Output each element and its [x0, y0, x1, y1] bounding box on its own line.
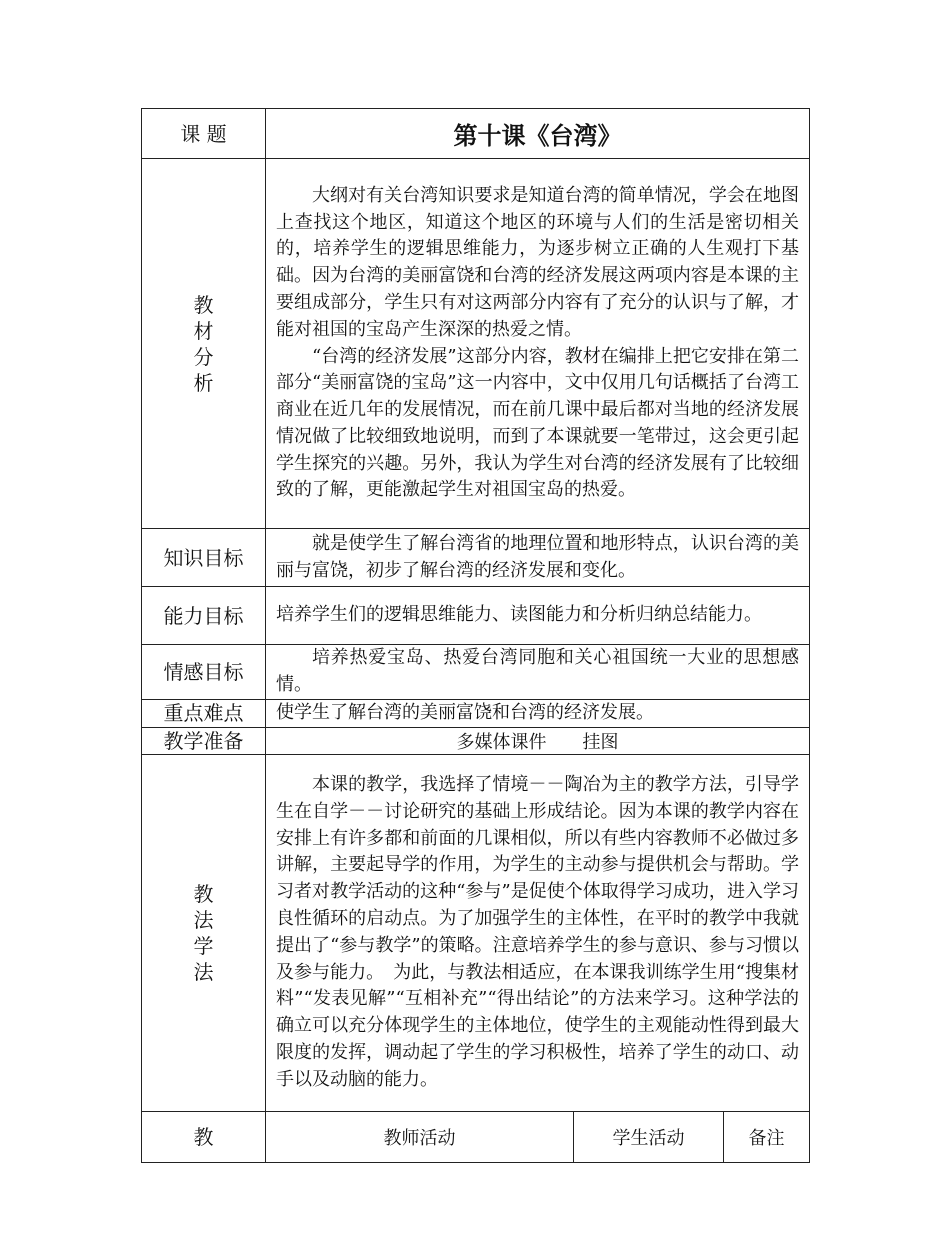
student-activity-header: 学生活动 — [574, 1111, 724, 1162]
row-knowledge-goal — [142, 529, 810, 587]
preparation-label: 教学准备 — [142, 727, 266, 754]
knowledge-goal-text: 就是使学生了解台湾省的地理位置和地形特点，认识台湾的美丽与富饶，初步了解台湾的经济发展和变化。 — [266, 529, 810, 587]
topic-label: 课 题 — [142, 109, 266, 159]
material-paragraph: “台湾的经济发展”这部分内容，教材在编排上把它安排在第二部分“美丽富饶的宝岛”这一内容中，文中仅用几句话概括了台湾工商业在近几年的发展情况，而在前几课中最后都对当地的经济发展情况做了比较细致地说明，而到了本课就要一笔带过，这会更引起学生探究的兴趣。另外，我认为学生对台湾的经济发展有了比较细致的了解，更能激起学生对祖国宝岛的热爱。 — [276, 345, 800, 501]
notes-header: 备注 — [724, 1111, 810, 1162]
methods-text: 本课的教学，我选择了情境－－陶冶为主的教学方法，引导学生在自学－－讨论研究的基础上形成结论。因为本课的教学内容在安排上有许多都和前面的几课相似，所以有些内容教师不必做过多讲解，主要起导学的作用，为学生的主动参与提供机会与帮助。学习者对教学活动的这种“参与”是促使个体取得学习成功，进入学习良性循环的启动点。为了加强学生的主体性，在平时的教学中我就提出了“参与教学”的策略。注意培养学生的参与意识、参与习惯以及参与能力。 为此，与教法相适应，在本课我训练学生用“搜集材料”“发表见解”“互相补充”“得出结论”的方法来学习。这种学法的确立可以充分体现学生的主体地位，使学生的主观能动性得到最大限度的发挥，调动起了学生的学习积极性，培养了学生的动口、动手以及动脑的能力。 — [266, 754, 810, 1111]
knowledge-goal-label: 知识目标 — [142, 529, 266, 587]
preparation-text: 多媒体课件 挂图 — [266, 727, 810, 754]
teacher-activity-header: 教师活动 — [266, 1111, 574, 1162]
methods-label: 教 法 学 法 — [142, 754, 266, 1111]
ability-goal-text: 培养学生们的逻辑思维能力、读图能力和分析归纳总结能力。 — [266, 587, 810, 645]
key-points-label: 重点难点 — [142, 700, 266, 728]
emotion-goal-text: 培养热爱宝岛、热爱台湾同胞和关心祖国统一大业的思想感情。 — [266, 645, 810, 700]
row-material-analysis — [142, 159, 810, 529]
lesson-plan-table — [141, 108, 810, 1163]
row-process-header — [142, 1111, 810, 1162]
row-topic — [142, 109, 810, 159]
row-key-points — [142, 700, 810, 728]
material-paragraph: 大纲对有关台湾知识要求是知道台湾的简单情况，学会在地图上查找这个地区，知道这个地区的环境与人们的生活是密切相关的，培养学生的逻辑思维能力，为逐步树立正确的人生观打下基础。因为台湾的美丽富饶和台湾的经济发展这两项内容是本课的主要组成部分，学生只有对这两部分内容有了充分的认识与了解，才能对祖国的宝岛产生深深的热爱之情。 — [276, 184, 800, 340]
row-preparation — [142, 727, 810, 754]
process-label: 教 — [142, 1111, 266, 1162]
emotion-goal-label: 情感目标 — [142, 645, 266, 700]
lesson-title: 第十课《台湾》 — [266, 109, 810, 159]
key-points-text: 使学生了解台湾的美丽富饶和台湾的经济发展。 — [266, 700, 810, 728]
material-analysis-label: 教 材 分 析 — [142, 159, 266, 529]
material-analysis-text — [266, 159, 810, 529]
row-ability-goal — [142, 587, 810, 645]
row-methods — [142, 754, 810, 1111]
row-emotion-goal — [142, 645, 810, 700]
ability-goal-label: 能力目标 — [142, 587, 266, 645]
